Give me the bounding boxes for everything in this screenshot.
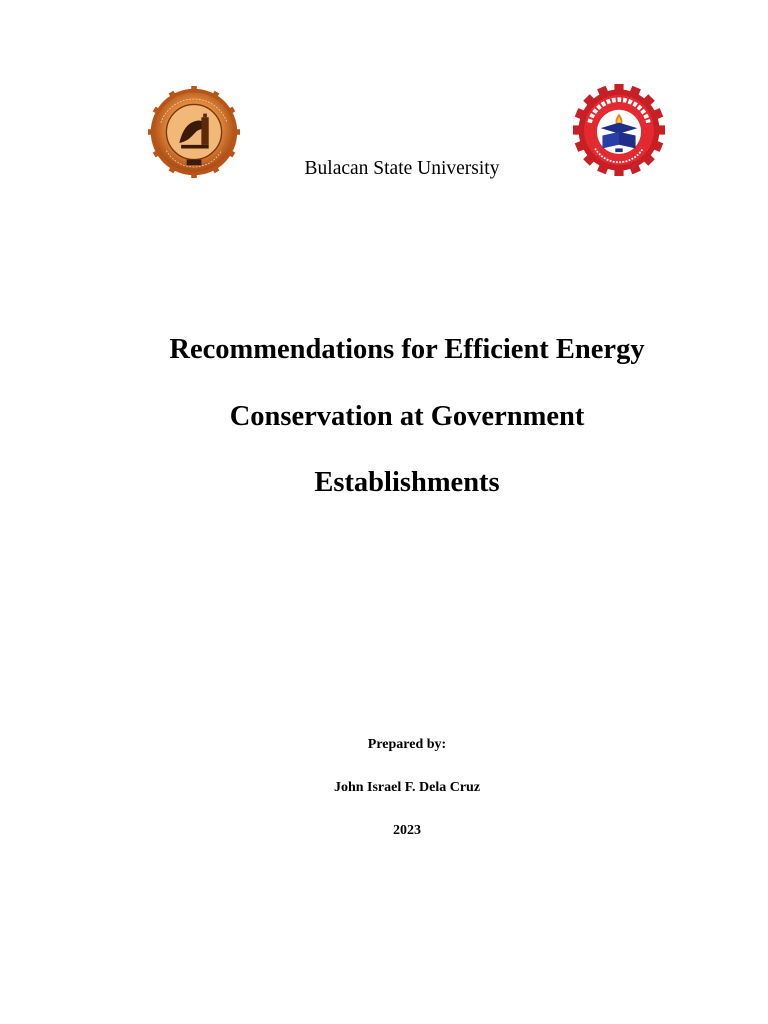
document-year: 2023: [393, 823, 421, 838]
document-title-line-1: Recommendations for Efficient Energy: [169, 334, 645, 365]
prepared-by-label: Prepared by:: [367, 737, 447, 752]
university-name: Bulacan State University: [304, 158, 500, 179]
document-title-line-2: Conservation at Government: [229, 401, 585, 432]
author-name: John Israel F. Dela Cruz: [333, 780, 481, 795]
document-title-line-3: Establishments: [314, 467, 500, 498]
